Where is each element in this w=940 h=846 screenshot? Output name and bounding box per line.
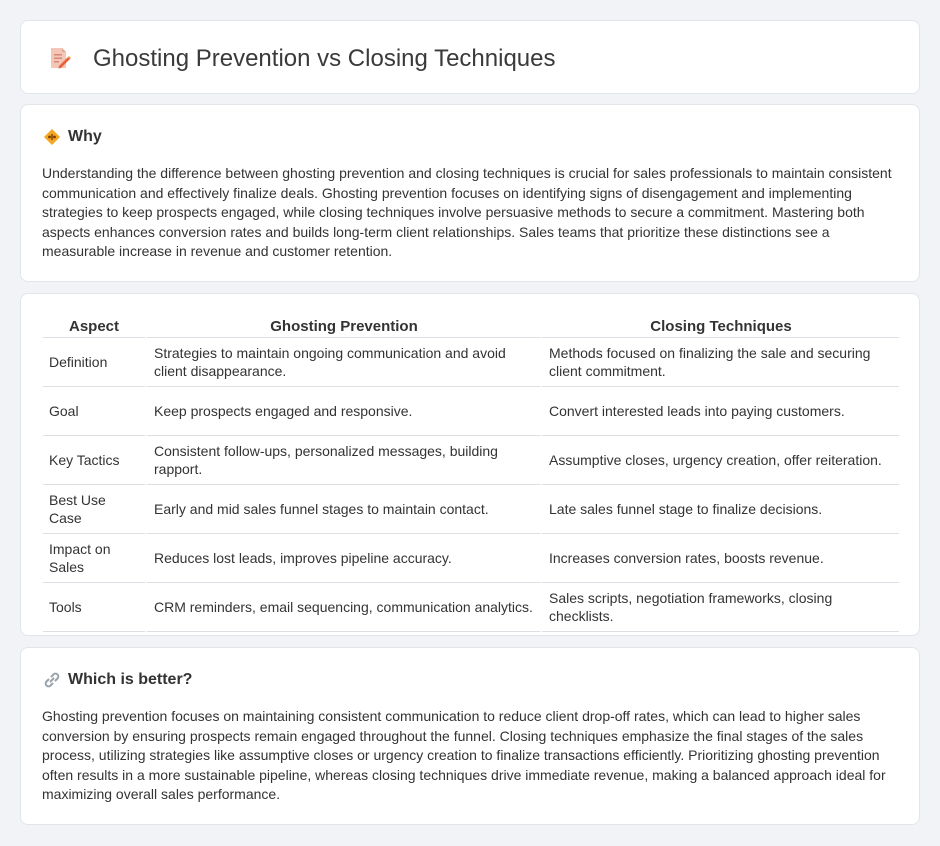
row-ghosting-value: Early and mid sales funnel stages to maintain contact. [145,485,540,534]
which-is-better-text: Ghosting prevention focuses on maintaining consistent communication to reduce client drop-off rates, which can lead to higher sales conversion by ensuring prospects remain engaged throughout the funnel. Closing techniques emphasize the final stages of the sales process, utilizing strategies like assumptive closes or urgency creation to finalize transactions efficiently. Prioritizing ghosting prevention often results in a more sustainable pipeline, whereas closing techniques drive immediate revenue, making a balanced approach ideal for maximizing overall sales performance. [42,708,886,803]
comparison-table-card [20,293,920,636]
document-pencil-icon [47,46,71,70]
table-row [43,485,899,534]
row-closing-value: Convert interested leads into paying customers. [540,387,899,436]
row-closing-value: Assumptive closes, urgency creation, offer reiteration. [540,436,899,485]
row-aspect: Best Use Case [43,485,145,534]
row-closing-value: Increases conversion rates, boosts revenue. [540,534,899,583]
row-aspect: Tools [43,583,145,632]
table-row [43,338,899,387]
table-row [43,436,899,485]
row-ghosting-value: Reduces lost leads, improves pipeline accuracy. [145,534,540,583]
header-closing-techniques: Closing Techniques [540,314,899,338]
row-ghosting-value: Strategies to maintain ongoing communication and avoid client disappearance. [145,338,540,387]
table-row [43,387,899,436]
diamond-warning-icon [43,128,61,146]
row-aspect: Goal [43,387,145,436]
row-closing-value: Late sales funnel stage to finalize decisions. [540,485,899,534]
header-card [20,20,920,94]
row-closing-value: Sales scripts, negotiation frameworks, closing checklists. [540,583,899,632]
which-is-better-section [20,647,920,825]
link-icon [43,671,61,689]
row-closing-value: Methods focused on finalizing the sale and securing client commitment. [540,338,899,387]
row-ghosting-value: Keep prospects engaged and responsive. [145,387,540,436]
row-aspect: Key Tactics [43,436,145,485]
row-aspect: Definition [43,338,145,387]
which-is-better-title: Which is better? [68,671,193,688]
why-text: Understanding the difference between ghosting prevention and closing techniques is crucial for sales professionals to maintain consistent communication and effectively finalize deals. Ghosting prevention focuses on identifying signs of disengagement and implementing strategies to keep prospects engaged, while closing techniques involve persuasive methods to secure a commitment. Mastering both aspects enhances conversion rates and builds long-term client relationships. Sales teams that prioritize these distinctions see a measurable increase in revenue and customer retention. [42,165,892,260]
comparison-table [43,314,899,632]
row-ghosting-value: CRM reminders, email sequencing, communication analytics. [145,583,540,632]
table-row [43,583,899,632]
page-title: Ghosting Prevention vs Closing Techniques [93,45,556,72]
table-row [43,534,899,583]
header-aspect: Aspect [43,314,145,338]
why-title: Why [68,128,102,145]
table-header-row [43,314,899,338]
why-section [20,104,920,282]
header-ghosting-prevention: Ghosting Prevention [145,314,540,338]
row-ghosting-value: Consistent follow-ups, personalized messages, building rapport. [145,436,540,485]
row-aspect: Impact on Sales [43,534,145,583]
